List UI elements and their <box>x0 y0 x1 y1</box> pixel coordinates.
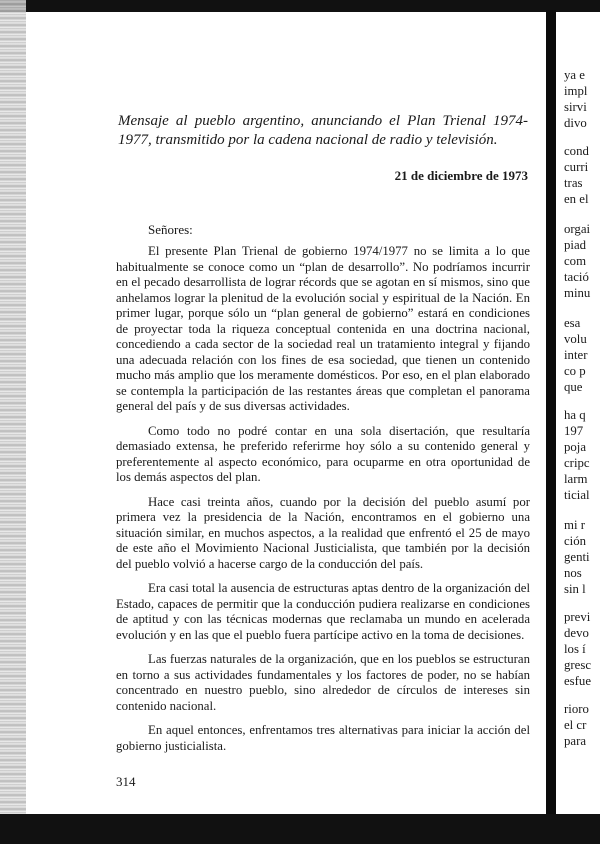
document-date: 21 de diciembre de 1973 <box>394 168 528 183</box>
page-number: 314 <box>116 774 136 789</box>
adjacent-page-line: tació <box>564 270 589 284</box>
adjacent-page-line: cond <box>564 144 589 158</box>
adjacent-page-line: previ <box>564 610 591 624</box>
adjacent-page-line: minu <box>564 286 591 300</box>
adjacent-page-line: orgai <box>564 222 591 236</box>
adjacent-page-line: 197 <box>564 424 584 438</box>
adjacent-page-line: que <box>564 380 583 394</box>
adjacent-page-line: divo <box>564 116 587 130</box>
adjacent-page-line: com <box>564 254 587 268</box>
scan-bottom-edge <box>0 814 600 844</box>
adjacent-page-line: devo <box>564 626 589 640</box>
adjacent-page-line: rioro <box>564 702 589 716</box>
paragraph: Hace casi treinta años, cuando por la decisión del pueblo asumí por primera vez la presidencia de la Nación, encontramos en el gobierno una situación similar, en muchos aspectos, a la realidad que enfrentó el 25 de mayo de este año el Movimiento Nacional Justicialista, que también por la decisión del pueblo volvió a hacerse cargo de la conducción del país. <box>116 494 530 571</box>
adjacent-page-line: los í <box>564 642 586 656</box>
adjacent-page-line: cripc <box>564 456 590 470</box>
scan-top-edge <box>0 0 600 12</box>
document-page <box>30 12 544 814</box>
adjacent-page-line: co p <box>564 364 586 378</box>
adjacent-page-fragment <box>560 0 600 814</box>
scan-left-edge <box>0 0 26 844</box>
book-gutter <box>546 10 556 822</box>
adjacent-page-line: esa <box>564 316 581 330</box>
adjacent-page-line: nos <box>564 566 582 580</box>
paragraph: Las fuerzas naturales de la organización, que en los pueblos se estructuran en torno a sus actividades fundamentales y los factores de poder, no se habían concentrado en nuestro pueblo, sino alrededor de círculos de intereses sin contenido nacional. <box>116 652 530 713</box>
adjacent-page-line: ción <box>564 534 587 548</box>
paragraph: En aquel entonces, enfrentamos tres alternativas para iniciar la acción del gobierno justicialista. <box>116 723 530 753</box>
adjacent-page-line: para <box>564 734 587 748</box>
adjacent-page-line: larm <box>564 472 588 486</box>
paragraph: Como todo no podré contar en una sola disertación, que resultaría demasiado extensa, he preferido referirme hoy sólo a su contenido general y preferentemente al aspecto económico, para ocuparme en otra oportunidad de los demás aspectos del plan. <box>116 423 530 484</box>
adjacent-page-line: en el <box>564 192 589 206</box>
adjacent-page-line: curri <box>564 160 589 174</box>
adjacent-page-line: ya e <box>564 68 585 82</box>
adjacent-page-line: tras <box>564 176 583 190</box>
paragraph: Era casi total la ausencia de estructuras aptas dentro de la organización del Estado, capaces de permitir que la conducción pudiera realizarse en condiciones de aptitud y con las técnicas modernas que reclamaba un mundo en acelerada evolución y en las que el pueblo fuera partícipe activo en la toma de decisiones. <box>116 581 530 642</box>
adjacent-page-line: genti <box>564 550 590 564</box>
adjacent-page-line: gresc <box>564 658 591 672</box>
adjacent-page-line: el cr <box>564 718 587 732</box>
adjacent-page-line: volu <box>564 332 587 346</box>
document-heading: Mensaje al pueblo argentino, anunciando el Plan Trienal 1974-1977, transmitido por la cadena nacional de radio y televisión. <box>118 113 528 148</box>
adjacent-page-line: esfue <box>564 674 591 688</box>
adjacent-page-line: mi r <box>564 518 585 532</box>
adjacent-page-line: ha q <box>564 408 586 422</box>
adjacent-page-line: impl <box>564 84 588 98</box>
adjacent-page-line: sirvi <box>564 100 587 114</box>
adjacent-page-line: sin l <box>564 582 586 596</box>
adjacent-page-line: poja <box>564 440 587 454</box>
paragraph: El presente Plan Trienal de gobierno 1974/1977 no se limita a lo que habitualmente se conoce como un “plan de desarrollo”. No podríamos incurrir en el pecado desarrollista de lograr récords que se agotan en sí mismos, sino que anhelamos lograr la plenitud de la evolución social y espiritual de la Nación. En primer lugar, porque sólo un “plan general de gobierno” estará en condiciones de proyectar toda la riqueza conceptual contenida en una doctrina nacional, concediendo a cada sector de la sociedad real un tratamiento integral y fijando una adecuada relación con los fines de esa sociedad, que tienen un contenido mucho más amplio que los meramente domésticos. Por eso, en el plan elaborado se contempla la participación de las restantes áreas que completan el panorama general del país y de sus diversas actividades. <box>116 244 530 413</box>
adjacent-page-line: piad <box>564 238 587 252</box>
body-text <box>116 244 530 763</box>
salutation: Señores: <box>148 222 193 237</box>
adjacent-page-line: inter <box>564 348 588 362</box>
adjacent-page-line: ticial <box>564 488 590 502</box>
